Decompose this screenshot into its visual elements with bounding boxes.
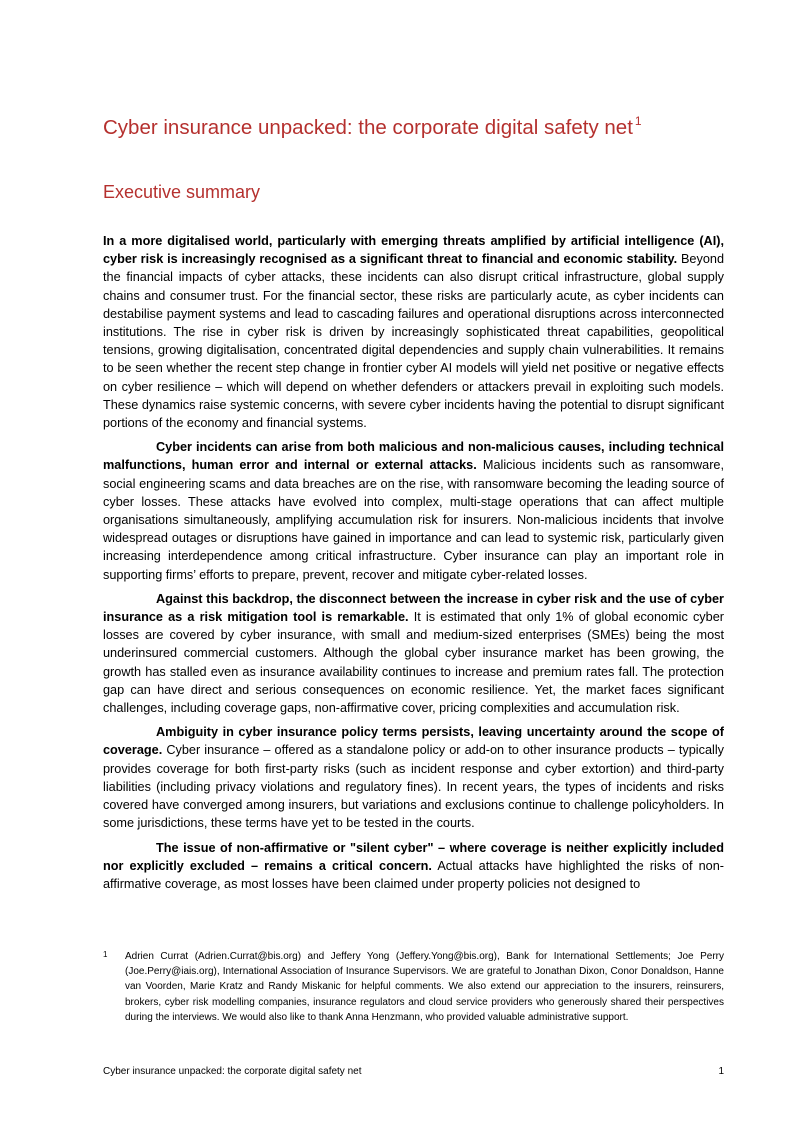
footer-running-title: Cyber insurance unpacked: the corporate digital safety net (103, 1066, 362, 1077)
paragraph-2-text: Malicious incidents such as ransomware, social engineering scams and data breaches are on the rise, with ransomware becoming the leading source of cyber losses. These attacks have evolved into complex, multi-stage operations that can affect multiple organisations simultaneously, amplifying accumulation risk for insurers. Non-malicious incidents that involve widespread outages or disruptions have gained in importance and can lead to systemic risk, particularly given increasing interdependence among critical infrastructure. Cyber insurance can play an important role in supporting firms’ efforts to prepare, prevent, recover and mitigate cyber-related losses. (103, 458, 724, 582)
body-text (103, 232, 724, 899)
title-footnote-mark[interactable]: 1 (634, 114, 642, 128)
paragraph-4-lead: Ambiguity in cyber insurance policy terms persists, leaving uncertainty around the scope of coverage. (103, 725, 724, 758)
paragraph-5-text: Actual attacks have highlighted the risks of non-affirmative coverage, as most losses have been claimed under property policies not designed to (103, 858, 724, 891)
paragraph-4 (103, 723, 724, 832)
paragraph-1 (103, 232, 724, 432)
paragraph-5 (103, 839, 724, 894)
paragraph-2-lead: Cyber incidents can arise from both malicious and non-malicious causes, including technical malfunctions, human error and internal or external attacks. (103, 440, 724, 473)
footnote-mark: 1 (103, 950, 108, 959)
paragraph-1-text: Beyond the financial impacts of cyber attacks, these incidents can also disrupt critical infrastructure, global supply chains and consumer trust. For the financial sector, these risks are particularly acute, as cyber incidents can destabilise payment systems and lead to cascading failures and operational disruptions across interconnected institutions. The rise in cyber risk is driven by increasingly sophisticated threat capabilities, geopolitical tensions, growing digitalisation, concentrated digital dependencies and supply chain vulnerabilities. It remains to be seen whether the recent step change in frontier cyber AI models will yield net positive or negative effects on cyber resilience – which will depend on whether defenders or attackers prevail in exploiting such models. These dynamics raise systemic concerns, with severe cyber incidents having the potential to disrupt significant portions of the economy and financial systems. (103, 252, 725, 431)
paragraph-3 (103, 590, 724, 717)
paragraph-5-lead: The issue of non-affirmative or "silent cyber" – where coverage is neither explicitly included nor explicitly excluded – remains a critical concern. (103, 840, 724, 873)
footnote (103, 949, 724, 1025)
paragraph-4-text: Cyber insurance – offered as a standalone policy or add-on to other insurance products – typically provides coverage for both first-party risks (such as incident response and cyber extortion) and third-party liabilities (including privacy violations and regulatory fines). In recent years, the types of incidents and risks covered have converged among insurers, but variations and exclusions continue to challenge policyholders. In some jurisdictions, these terms have yet to be tested in the courts. (103, 743, 724, 831)
footnote-text: Adrien Currat (Adrien.Currat@bis.org) and Jeffery Yong (Jeffery.Yong@bis.org), Bank for International Settlements; Joe Perry (Joe.Perry@iais.org), International Association of Insurance Supervisors. We are grateful to Jonathan Dixon, Conor Donaldson, Hanne van Voorden, Marie Kratz and Randy Miskanic for helpful comments. We also extend our appreciation to the insurers, reinsurers, brokers, cyber risk modelling companies, insurance regulators and cloud service providers who generously shared their perspectives during the interviews. We would also like to thank Anna Henzmann, who provided valuable administrative support. (125, 951, 724, 1023)
footer-page-number: 1 (718, 1066, 724, 1077)
paragraph-3-text: It is estimated that only 1% of global economic cyber losses are covered by cyber insurance, with small and medium-sized enterprises (SMEs) being the most underinsured commercial customers. Although the global cyber insurance market has been growing, the growth has stalled even as insurance availability continues to increase and premium rates fall. The protection gap can have direct and serious consequences on economic resilience. Yet, the market faces significant challenges, including coverage gaps, non-affirmative cover, pricing complexities and accumulation risk. (103, 610, 724, 716)
section-heading: Executive summary (103, 182, 261, 202)
paragraph-2 (103, 438, 724, 584)
paragraph-3-lead: Against this backdrop, the disconnect between the increase in cyber risk and the use of cyber insurance as a risk mitigation tool is remarkable. (103, 591, 724, 625)
paragraph-1-lead: In a more digitalised world, particularly with emerging threats amplified by artificial intelligence (AI), cyber risk is increasingly recognised as a significant threat to financial and economic stability. (103, 234, 724, 267)
page-title-text: Cyber insurance unpacked: the corporate digital safety net (103, 116, 633, 139)
page-title (103, 114, 743, 140)
